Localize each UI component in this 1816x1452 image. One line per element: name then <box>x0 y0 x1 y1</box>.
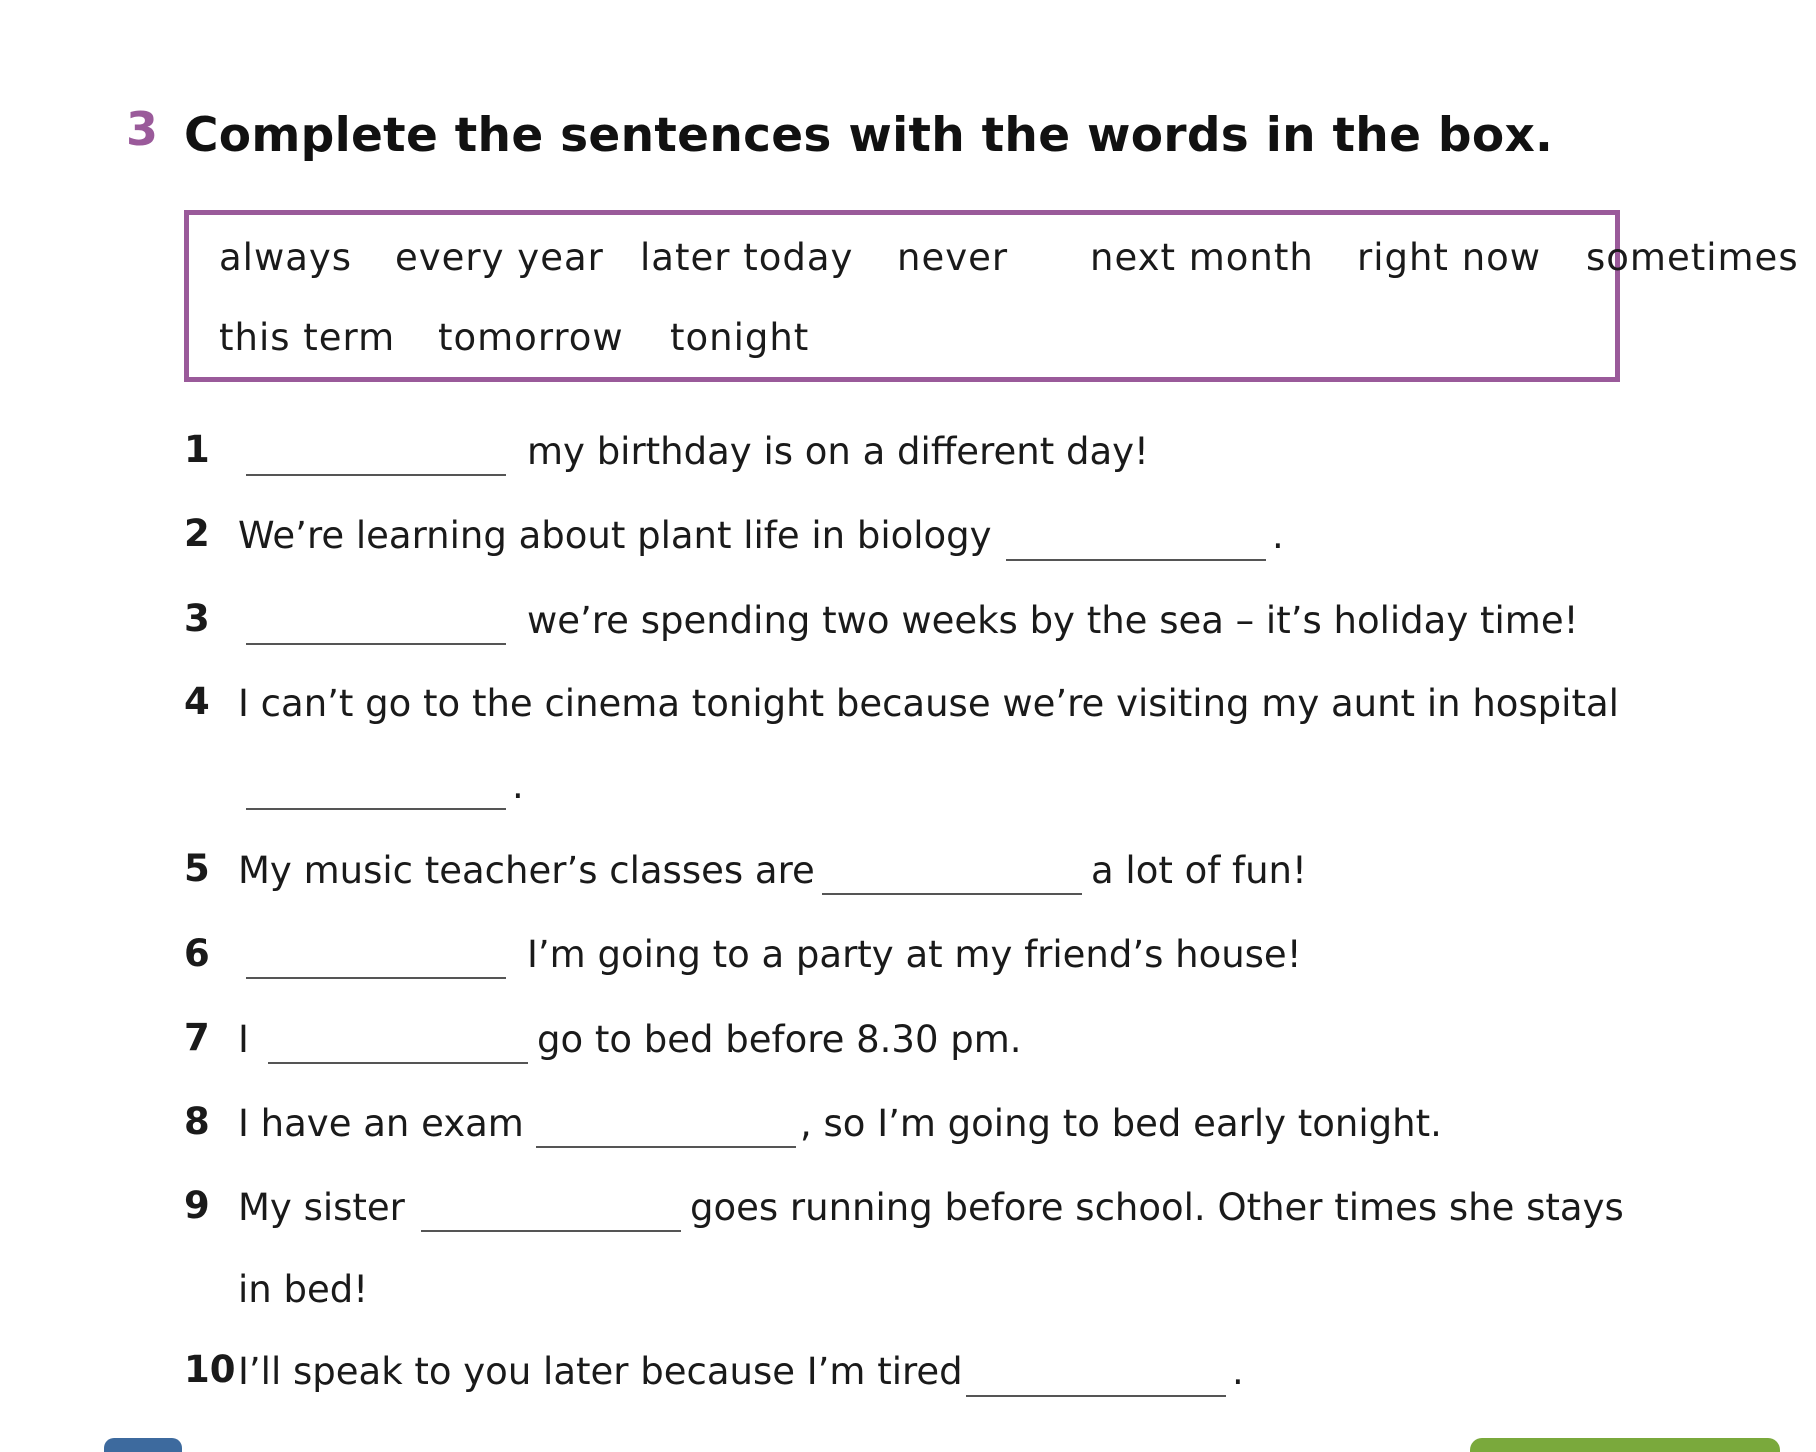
answer-blank[interactable] <box>421 1230 681 1232</box>
word-box-word: tonight <box>670 316 810 359</box>
sentence-punctuation: . <box>1272 514 1284 557</box>
answer-blank[interactable] <box>536 1146 796 1148</box>
sentence-text: My music teacher’s classes are <box>238 849 815 892</box>
page-tab-right <box>1470 1438 1780 1452</box>
word-box-word: tomorrow <box>438 316 624 359</box>
word-box-word: right now <box>1357 236 1542 279</box>
item-number: 10 <box>184 1348 236 1391</box>
word-box-word: never <box>897 236 1009 279</box>
sentence-text: I’m going to a party at my friend’s house! <box>527 933 1302 976</box>
item-number: 4 <box>184 680 210 723</box>
answer-blank[interactable] <box>246 643 506 645</box>
answer-blank[interactable] <box>246 808 506 810</box>
sentence-text: we’re spending two weeks by the sea – it’s holiday time! <box>527 599 1579 642</box>
sentence-text: My sister <box>238 1186 405 1229</box>
sentence-text: I can’t go to the cinema tonight because we’re visiting my aunt in hospital <box>238 682 1619 725</box>
sentence-text: goes running before school. Other times she stays <box>690 1186 1624 1229</box>
answer-blank[interactable] <box>246 474 506 476</box>
item-number: 5 <box>184 847 210 890</box>
sentence-text: We’re learning about plant life in biology <box>238 514 992 557</box>
exercise-number: 3 <box>126 102 159 156</box>
word-box-word: this term <box>219 316 396 359</box>
sentence-text: in bed! <box>238 1268 369 1311</box>
sentence-punctuation: . <box>512 764 524 807</box>
sentence-text: my birthday is on a different day! <box>527 430 1149 473</box>
item-number: 6 <box>184 932 210 975</box>
item-number: 7 <box>184 1016 210 1059</box>
answer-blank[interactable] <box>246 977 506 979</box>
answer-blank[interactable] <box>1006 559 1266 561</box>
exercise-title: Complete the sentences with the words in the box. <box>184 108 1554 163</box>
sentence-text: go to bed before 8.30 pm. <box>537 1018 1022 1061</box>
answer-blank[interactable] <box>268 1062 528 1064</box>
sentence-text: a lot of fun! <box>1091 849 1307 892</box>
item-number: 1 <box>184 428 210 471</box>
item-number: 3 <box>184 597 210 640</box>
answer-blank[interactable] <box>822 893 1082 895</box>
word-box-word: always <box>219 236 353 279</box>
item-number: 2 <box>184 512 210 555</box>
sentence-punctuation: . <box>1232 1350 1244 1393</box>
sentence-text: I <box>238 1018 249 1061</box>
sentence-text: I have an exam <box>238 1102 524 1145</box>
word-box-word: next month <box>1090 236 1314 279</box>
word-box-word: every year <box>395 236 604 279</box>
word-box-word: later today <box>640 236 854 279</box>
word-box-word: sometimes <box>1586 236 1799 279</box>
item-number: 8 <box>184 1100 210 1143</box>
sentence-text: I’ll speak to you later because I’m tired <box>238 1350 963 1393</box>
page-tab-left <box>104 1438 182 1452</box>
answer-blank[interactable] <box>966 1395 1226 1397</box>
item-number: 9 <box>184 1184 210 1227</box>
sentence-text: , so I’m going to bed early tonight. <box>800 1102 1442 1145</box>
